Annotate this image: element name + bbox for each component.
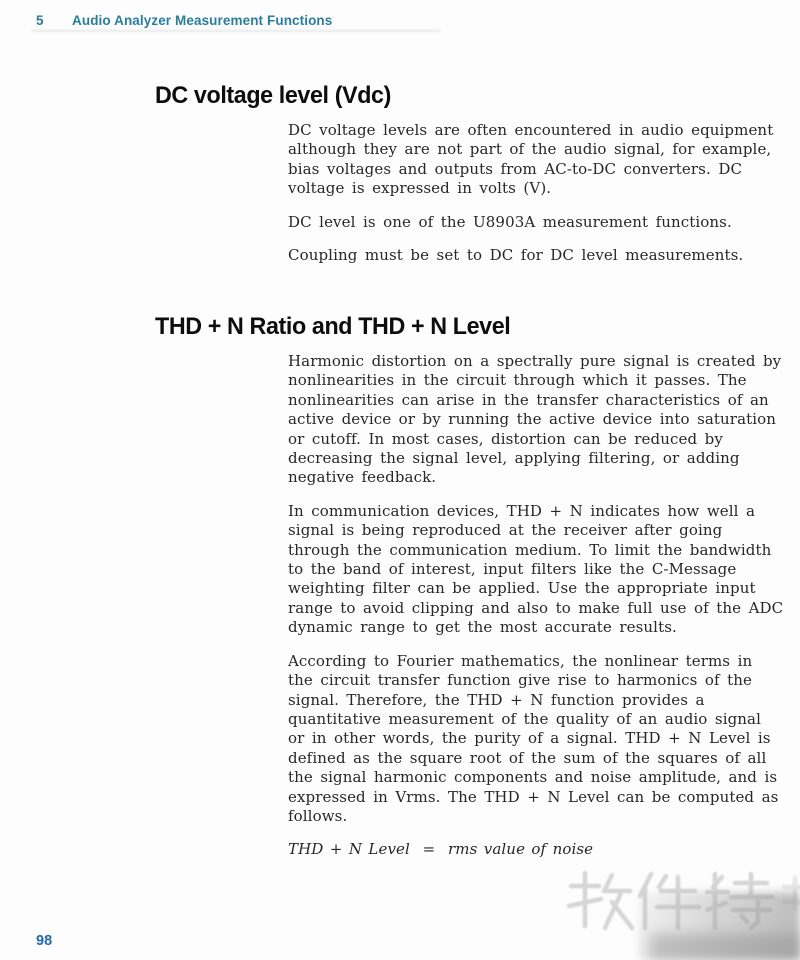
text-line: signal. Therefore, the THD + N function provides a xyxy=(288,690,705,709)
text-line: the signal harmonic components and noise amplitude, and is xyxy=(288,768,778,787)
body-paragraph xyxy=(288,121,774,199)
text-line: nonlinearities can arise in the transfer characteristics of an xyxy=(288,390,769,409)
text-line: expressed in Vrms. The THD + N Level can be computed as xyxy=(288,787,779,806)
text-line: weighting filter can be applied. Use the appropriate input xyxy=(288,579,756,598)
text-line: signal is being reproduced at the receiver after going xyxy=(288,521,723,540)
text-line: Harmonic distortion on a spectrally pure signal is created by xyxy=(288,352,782,370)
body-paragraph xyxy=(288,246,758,265)
text-line: nonlinearities in the circuit through which it passes. The xyxy=(288,371,747,390)
chapter-title: Audio Analyzer Measurement Functions xyxy=(72,13,333,28)
text-line: DC voltage levels are often encountered in audio equipment xyxy=(288,121,774,139)
text-line: active device or by running the active device into saturation xyxy=(288,410,777,429)
header-scan-shadow xyxy=(32,30,440,32)
text-line: although they are not part of the audio signal, for example, xyxy=(288,140,772,159)
text-line: voltage is expressed in volts (V). xyxy=(288,179,552,198)
text-line: bias voltages and outputs from AC-to-DC converters. DC xyxy=(288,159,743,178)
text-line: negative feedback. xyxy=(288,468,437,487)
text-line: According to Fourier mathematics, the nonlinear terms in xyxy=(288,651,753,670)
page-header xyxy=(36,13,332,28)
text-line: follows. xyxy=(288,806,348,825)
page-number: 98 xyxy=(36,933,53,949)
body-paragraph xyxy=(288,352,782,488)
text-line: decreasing the signal level, applying filtering, or adding xyxy=(288,449,740,468)
formula-line xyxy=(288,840,758,859)
text-line: THD + N Level = rms value of noise xyxy=(288,840,594,859)
text-line: defined as the square root of the sum of the squares of all xyxy=(288,748,767,767)
chapter-number: 5 xyxy=(36,13,44,28)
section-body-thd-n-ratio-level xyxy=(288,352,784,874)
text-line: the circuit transfer function give rise to harmonics of the xyxy=(288,671,753,690)
text-line: In communication devices, THD + N indicates how well a xyxy=(288,501,756,520)
text-line: quantitative measurement of the quality of an audio signal xyxy=(288,709,761,728)
text-line: to the band of interest, input filters like the C-Message xyxy=(288,560,737,579)
section-body-dc-voltage-level xyxy=(288,121,774,279)
text-line: Coupling must be set to DC for DC level measurements. xyxy=(288,246,744,265)
text-line: range to avoid clipping and also to make full use of the ADC xyxy=(288,598,784,617)
text-line: dynamic range to get the most accurate results. xyxy=(288,618,677,637)
body-paragraph xyxy=(288,501,784,638)
text-line: through the communication medium. To limit the bandwidth xyxy=(288,540,772,559)
section-heading-thd-n-ratio-level: THD + N Ratio and THD + N Level xyxy=(155,313,511,340)
section-heading-dc-voltage-level: DC voltage level (Vdc) xyxy=(155,82,391,109)
body-paragraph xyxy=(288,213,758,232)
text-line: or cutoff. In most cases, distortion can be reduced by xyxy=(288,429,723,448)
scan-smudge-dark xyxy=(650,934,800,960)
body-paragraph xyxy=(288,651,779,827)
text-line: DC level is one of the U8903A measurement functions. xyxy=(288,212,732,231)
text-line: or in other words, the purity of a signal. THD + N Level is xyxy=(288,729,771,748)
